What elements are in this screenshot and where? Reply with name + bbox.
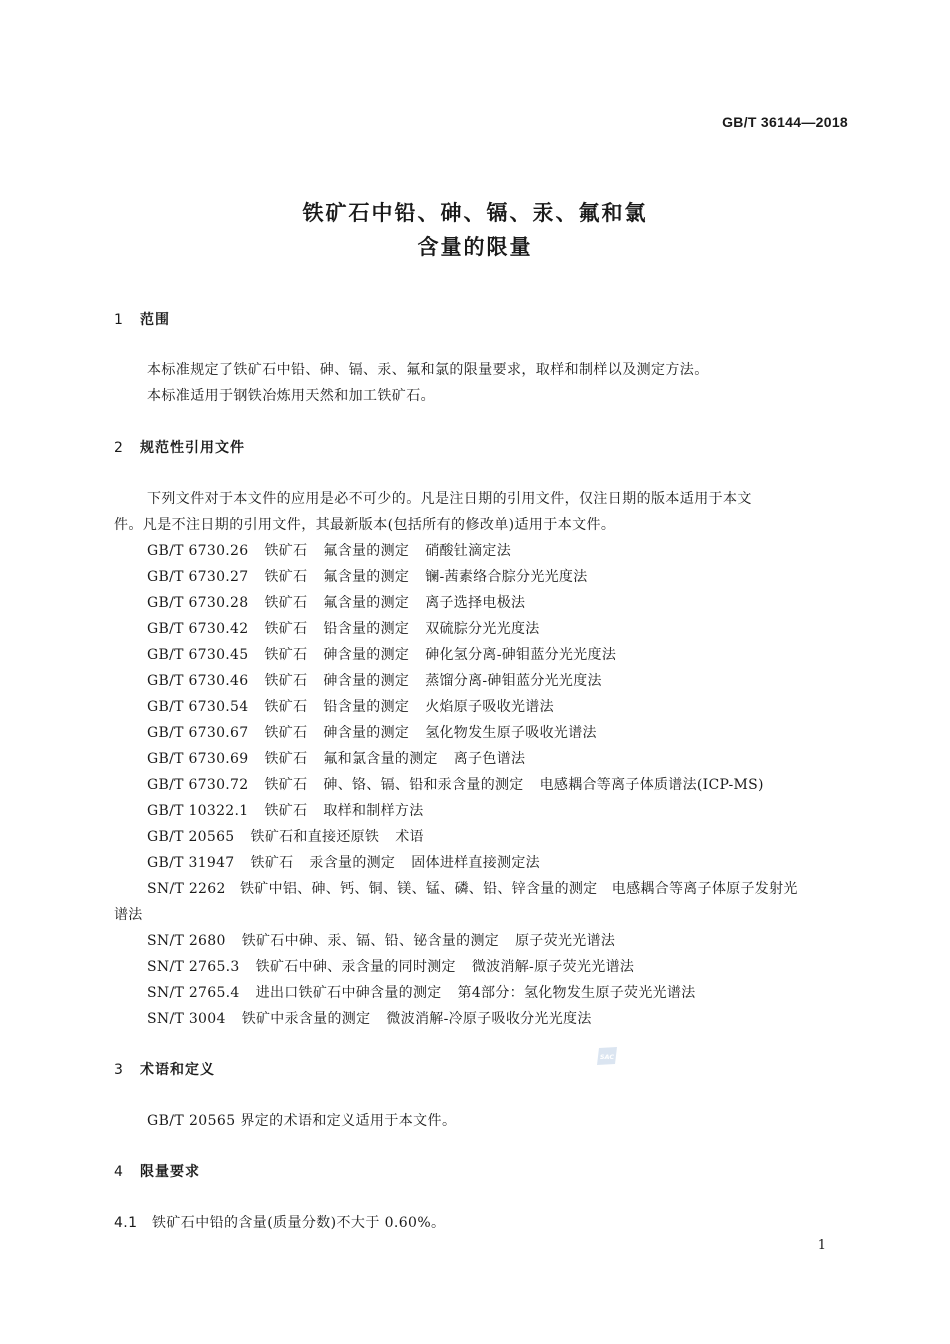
- reference-code: GB/T 6730.42: [147, 621, 249, 637]
- section-title: 范围: [140, 312, 170, 328]
- reference-topic: 砷、铬、镉、铅和汞含量的测定: [323, 777, 524, 793]
- watermark-text: SAC: [599, 1053, 615, 1061]
- reference-item: [147, 592, 525, 612]
- clause-text: 铁矿石中铅的含量(质量分数)不大于 0.60%。: [152, 1215, 446, 1231]
- reference-subject: 铁矿石: [264, 621, 308, 637]
- section-number: 4: [114, 1164, 124, 1180]
- reference-item: [147, 722, 597, 742]
- reference-item: [147, 956, 634, 976]
- reference-topic: 取样和制样方法: [323, 803, 424, 819]
- reference-subject: 铁矿石: [264, 595, 308, 611]
- reference-code: GB/T 6730.45: [147, 647, 249, 663]
- reference-topic: 砷含量的测定: [323, 725, 410, 741]
- reference-code: GB/T 6730.26: [147, 543, 249, 559]
- clause-number: 4.1: [114, 1215, 138, 1231]
- reference-method: 砷化氢分离-砷钼蓝分光光度法: [425, 647, 617, 663]
- reference-code: SN/T 3004: [147, 1011, 226, 1027]
- reference-method: 氢化物发生原子吸收光谱法: [425, 725, 597, 741]
- reference-code: GB/T 20565: [147, 829, 235, 845]
- reference-code: GB/T 6730.27: [147, 569, 249, 585]
- section-2-intro-line-2: 件。凡是不注日期的引用文件，其最新版本(包括所有的修改单)适用于本文件。: [114, 517, 616, 533]
- reference-subject: 铁矿石: [264, 777, 308, 793]
- reference-item: [147, 774, 764, 794]
- sac-watermark-logo: [594, 1045, 620, 1067]
- reference-method: 镧-茜素络合腙分光光度法: [425, 569, 588, 585]
- reference-item: [147, 1008, 592, 1028]
- reference-subject: 铁矿石: [264, 543, 308, 559]
- document-title-line-1: 铁矿石中铅、砷、镉、汞、氟和氯: [302, 201, 648, 225]
- reference-item: [147, 852, 540, 872]
- reference-method: 火焰原子吸收光谱法: [425, 699, 554, 715]
- reference-topic: 铅含量的测定: [323, 699, 410, 715]
- reference-subject: 铁矿石: [250, 855, 294, 871]
- section-3-heading: [114, 1059, 215, 1079]
- reference-item: [147, 800, 424, 820]
- section-1-paragraph-1: 本标准规定了铁矿石中铅、砷、镉、汞、氟和氯的限量要求，取样和制样以及测定方法。: [147, 362, 709, 378]
- reference-item: [147, 930, 615, 950]
- reference-code: GB/T 6730.72: [147, 777, 249, 793]
- reference-method: 微波消解-原子荧光光谱法: [471, 959, 635, 975]
- reference-subject: 铁矿石: [264, 751, 308, 767]
- reference-item: [147, 540, 511, 560]
- reference-subject: 铁矿石: [264, 673, 308, 689]
- reference-method: 原子荧光光谱法: [515, 933, 616, 949]
- reference-code: GB/T 6730.46: [147, 673, 249, 689]
- reference-item-sn2262-line-1: SN/T 2262 铁矿中铝、砷、钙、铜、镁、锰、磷、铅、锌含量的测定 电感耦合等离子体原子发射光: [147, 881, 798, 897]
- reference-subject: 进出口铁矿石中砷含量的测定: [255, 985, 442, 1001]
- reference-subject: 铁矿石中砷、汞、镉、铅、铋含量的测定: [241, 933, 500, 949]
- reference-subject: 铁矿中汞含量的测定: [241, 1011, 371, 1027]
- section-1-heading: [114, 309, 170, 329]
- section-title: 规范性引用文件: [140, 440, 245, 456]
- reference-topic: 砷含量的测定: [323, 647, 410, 663]
- reference-subject: 铁矿石: [264, 725, 308, 741]
- reference-subject: 铁矿石中砷、汞含量的同时测定: [255, 959, 456, 975]
- section-number: 1: [114, 312, 124, 328]
- section-2-intro-line-1: 下列文件对于本文件的应用是必不可少的。凡是注日期的引用文件，仅注日期的版本适用于本文: [147, 491, 752, 507]
- reference-topic: 术语: [395, 829, 424, 845]
- reference-code: GB/T 6730.28: [147, 595, 249, 611]
- reference-item: [147, 826, 424, 846]
- clause-4-1: [114, 1212, 445, 1232]
- document-title-line-2: 含量的限量: [417, 235, 533, 259]
- reference-code: SN/T 2680: [147, 933, 226, 949]
- reference-method: 固体进样直接测定法: [411, 855, 540, 871]
- section-number: 2: [114, 440, 124, 456]
- reference-topic: 氟含量的测定: [323, 595, 410, 611]
- reference-method: 蒸馏分离-砷钼蓝分光光度法: [425, 673, 602, 689]
- section-4-heading: [114, 1161, 200, 1181]
- reference-subject: 铁矿石和直接还原铁: [250, 829, 380, 845]
- reference-item: [147, 982, 696, 1002]
- section-title: 限量要求: [140, 1164, 200, 1180]
- section-2-heading: [114, 437, 245, 457]
- reference-topic: 氟含量的测定: [323, 543, 410, 559]
- reference-method: 电感耦合等离子体质谱法(ICP-MS): [539, 777, 764, 793]
- section-number: 3: [114, 1062, 124, 1078]
- reference-subject: 铁矿石: [264, 647, 308, 663]
- reference-topic: 汞含量的测定: [309, 855, 396, 871]
- reference-code: GB/T 6730.67: [147, 725, 249, 741]
- reference-method: 双硫腙分光光度法: [425, 621, 540, 637]
- standard-number: GB/T 36144—2018: [722, 114, 848, 130]
- section-title: 术语和定义: [140, 1062, 215, 1078]
- page-number: 1: [817, 1238, 826, 1253]
- section-1-paragraph-2: 本标准适用于钢铁冶炼用天然和加工铁矿石。: [147, 388, 435, 404]
- reference-item-sn2262-line-2: 谱法: [114, 907, 143, 923]
- reference-topic: 铅含量的测定: [323, 621, 410, 637]
- reference-topic: 砷含量的测定: [323, 673, 410, 689]
- reference-code: GB/T 6730.69: [147, 751, 249, 767]
- reference-code: SN/T 2765.4: [147, 985, 240, 1001]
- reference-code: GB/T 31947: [147, 855, 235, 871]
- reference-method: 离子色谱法: [453, 751, 526, 767]
- reference-code: GB/T 10322.1: [147, 803, 249, 819]
- reference-code: GB/T 6730.54: [147, 699, 249, 715]
- reference-method: 微波消解-冷原子吸收分光光度法: [386, 1011, 592, 1027]
- reference-subject: 铁矿石: [264, 699, 308, 715]
- reference-item: [147, 696, 554, 716]
- reference-subject: 铁矿石: [264, 803, 308, 819]
- reference-item: [147, 618, 540, 638]
- reference-method: 硝酸钍滴定法: [425, 543, 512, 559]
- reference-topic: 氟含量的测定: [323, 569, 410, 585]
- reference-method: 第4部分：氢化物发生原子荧光光谱法: [457, 985, 696, 1001]
- reference-item: [147, 748, 525, 768]
- reference-item: [147, 670, 602, 690]
- reference-item: [147, 644, 616, 664]
- reference-subject: 铁矿石: [264, 569, 308, 585]
- reference-topic: 氟和氯含量的测定: [323, 751, 438, 767]
- section-3-paragraph: GB/T 20565 界定的术语和定义适用于本文件。: [147, 1113, 457, 1129]
- reference-code: SN/T 2765.3: [147, 959, 240, 975]
- reference-item: [147, 566, 588, 586]
- reference-method: 离子选择电极法: [425, 595, 526, 611]
